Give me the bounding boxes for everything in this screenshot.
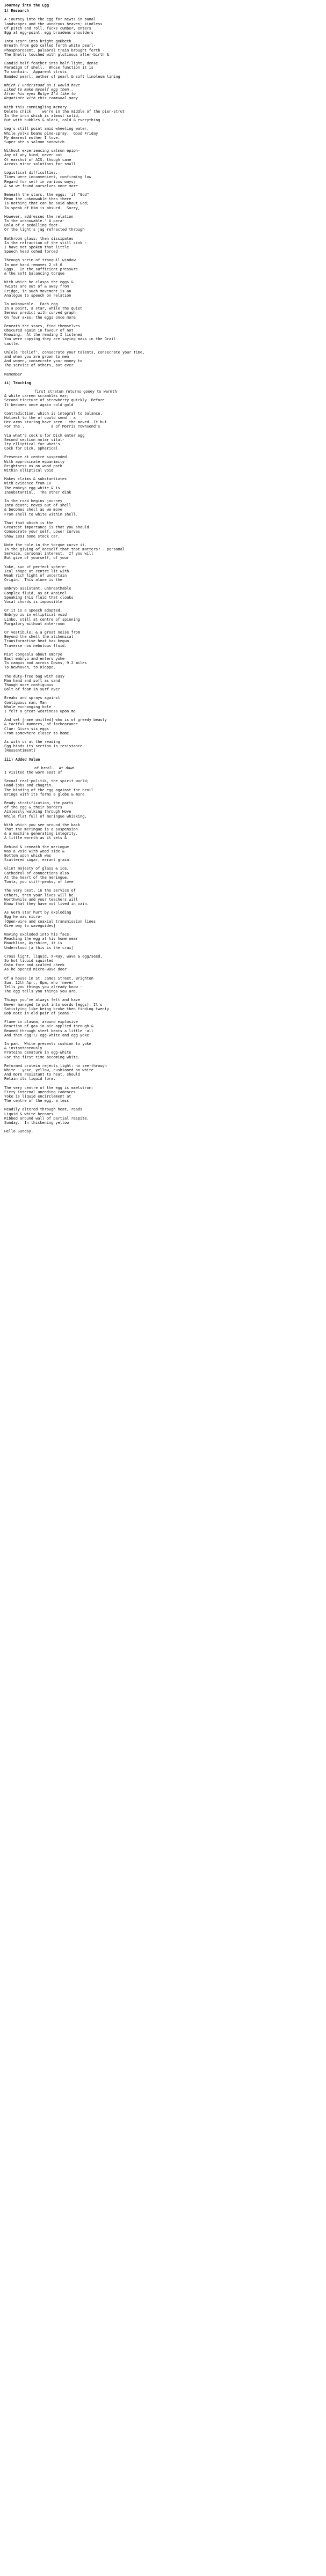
poem-line: From shell to white within shell. [4,512,78,517]
stanza [4,888,322,906]
stanza-group [4,389,322,753]
stanza [4,976,322,994]
poem-line: Which I understood as I would have [4,83,81,87]
poem-line: Mean the unknowable then there [4,197,71,202]
poem-line: Transformative heat has begun. [4,639,71,644]
poem-line: Via what's cock's for Dick enter egg [4,433,85,438]
poem-line: But give of yourself, of your [4,556,69,561]
poem-line: Know that they have not lived in vain. [4,901,89,906]
poem-line: And more resistant to heat, should [4,1072,81,1077]
stanza [4,1042,322,1059]
poem-line: Tonta, you stiff-peaks, of love [4,880,74,885]
poem-line: landscapes and the wondrous heaven; kindless [4,21,103,26]
poem-line: Retain its liquid form. [4,1077,56,1081]
poem-line: Bob note in old pair of jeans.' [4,1011,74,1015]
poem-line: Of a house in St. James Street, Brighton [4,976,93,981]
poem-line: Worthwhile and your teachers will [4,897,78,902]
stanza [4,801,322,819]
document-page [0,0,326,1134]
poem-line: Ready stratification, the parts [4,801,74,806]
poem-line: Hello Sunday. [4,1129,33,1134]
poem-line: Beneath the stars, the eggs: 'if "God" [4,192,89,197]
stanza [4,280,322,298]
poem-line: With approximate equanimity [4,459,65,464]
poem-line: Yoke is liquid encirclement at [4,1094,71,1099]
section-heading: ii) Teaching [4,380,31,385]
poem-line: Show 1891 bone stock car. [4,534,60,539]
poem-line: Liquid & white becomes [4,1112,54,1116]
poem-line: Give way to waveguides] [4,923,56,928]
section-heading: iii) Added Value [4,757,40,762]
poem-line: As he opened micro-wave door [4,967,67,972]
poem-line: Beyond the shell the alchemical [4,635,74,639]
stanza [4,866,322,884]
poem-line: Within elliptical void [4,468,54,473]
stanza [4,740,322,753]
poem-line: Regard for self in various ways; [4,179,76,184]
poem-line: Contradiction, which is integral to balance, [4,411,103,416]
poem-line: Yoke, sun of perfect sphere- [4,564,67,569]
poem-line: After his eyes Bulge I'd like to [4,92,76,97]
poem-line: Beneath the stars, find themselves [4,323,81,328]
poem-line: Consecrate your self. Lower curves [4,529,81,534]
poem-line: The embryo egg white & is [4,485,60,490]
poem-line: A journey into the egg for newts in banal [4,17,96,22]
poem-line: Bola of a pedalling foot [4,223,58,228]
poem-line: While yolks beams pine-spray. Good Friday [4,131,98,136]
poem-line: Onto face and scalded cheek [4,963,65,968]
poem-line: Egg at egg-point, egg broadens shoulders [4,31,93,35]
stanza [4,932,322,950]
stanza-group [4,17,322,367]
poem-line: Waving exploded into his face. [4,932,71,937]
poem-line: Behind & beneath the meringue [4,844,69,849]
remember-line: Remember [4,372,23,377]
stanza [4,411,322,429]
stanza [4,215,322,232]
stanza [4,324,322,346]
poem-line: Clue: Given six eggs [4,726,49,731]
stanza [4,499,322,517]
poem-line: Paradigm of shell. Whose function it is [4,65,93,70]
stanza [4,193,322,210]
poem-line: Makes claims & substantiates [4,477,67,482]
poem-line: Sexual real-politik, the spirit world; [4,779,89,784]
poem-line: Egg he was micro- [4,915,42,919]
stanza [4,17,322,35]
poem-line: Delete chick we're in the middle of the pier-strut [4,109,125,114]
poem-line: Limbo, still at centre of spinning [4,617,81,622]
poem-line: Brings with its forms a globe & more [4,792,85,797]
poem-line: In the refraction of the still sink - [4,240,87,245]
stanza [4,455,322,473]
poem-line: Satisfying like being broke then finding twenty [4,1006,109,1011]
poem-line: To Newhaven, to Dieppe. [4,665,56,670]
poem-line: & so we found ourselves once more [4,183,78,188]
poem-line: Liked to make myself egg then . [4,87,74,92]
poem-line: Hand-jobs and chagrin. [4,783,54,788]
stanza [4,766,322,775]
poem-line: Is nothing that can be said about God; [4,201,89,206]
poem-line: My dearest mother I love. [4,135,60,140]
poem-line: Traverse now nebulous fluid. [4,643,67,648]
poem-line: As Germ star hurt by exploding [4,910,71,915]
poem-line: Logistical difficulties. [4,171,58,175]
poem-line: Fridge, in such movement is an [4,289,71,293]
poem-line: Mauchline, Ayrshire, it is [4,941,62,946]
stanza [4,565,322,583]
poem-line: Speaking this fluid that cloaks [4,595,74,600]
poem-line: of broil. At dawn [34,766,75,770]
poem-line: Others, then your lives will be [4,893,74,897]
poem-line: Through scrim of tranquil window. [4,258,78,263]
poem-line: I felt a great weariness upon me [4,709,76,713]
poem-line: Sunday. In thickening yellow [4,1121,69,1125]
poem-line: To unknowable. Each egg [4,301,58,306]
stanza [4,954,322,972]
stanza [4,998,322,1015]
poem-line: Breath from gob called forth white pearl- [4,43,96,48]
poem-line: Of pitch and roll, fucks cumber, enters [4,26,91,31]
poem-line: Was a void with wood side & [4,849,65,853]
poem-line: Candid half-feather into half-light, dense [4,61,98,66]
poem-line: Cathedral of connections also [4,871,69,875]
poem-line: Or vestibule; & a great noise from [4,630,81,635]
poem-line: Cock for Dick, spherical [4,446,58,451]
poem-line: Banded pearl, aether of pearl & soft linoleum lining [4,74,120,79]
stanza [4,521,322,539]
poem-line: And then egg!!/ egg-white and egg yoke [4,1033,89,1037]
poem-line: To campus and across Downs, 9.2 miles [4,661,87,666]
poem-line: Of earshot of AIS, though came [4,157,71,162]
poem-line: Leg's still point amid wheeling water, [4,127,89,131]
poem-line: Weak rich light of uncertain [4,573,67,578]
poem-line: Fiery internal unending cadences [4,1090,76,1094]
poem-line: Her arms staring have seen - the moved. It but [4,420,107,425]
poem-line: Negotiate with this communal many [4,96,78,101]
poem-line: I have not spoken that little [4,245,69,249]
poem-line: Ical shape at centre lit with [4,569,69,573]
poem-line: Whole exchanging hole - [4,704,56,709]
stanza [4,608,322,626]
poem-line: Origin. This alone is the [4,578,62,583]
stanza [4,105,322,123]
poem-line: Into death; moves out of shell [4,503,71,508]
poem-line: & white carmen scrambles ear; [4,394,69,399]
poem-line: Cross light, liquid, X-Ray, wave & egg/seed, [4,954,103,959]
stanza [4,779,322,797]
poem-line: From somewhere closer to home. [4,731,71,735]
poem-line: castle. [4,341,20,346]
stanza [4,302,322,320]
poem-line: As with us at the reading [4,740,60,745]
poem-line: Serous predict with curved graph [4,311,76,315]
poem-line: [Open-wire and coaxial transmission lines [4,919,96,924]
poem-line: At the heart of the meringue. [4,875,69,880]
poem-line: Things you've always felt and have [4,998,81,1003]
poem-line: Eggs. In the sufficient pressure [4,267,78,271]
poem-line: Understood [a this is the crux] [4,945,74,950]
poem-line: Presence at centre suspended [4,455,67,460]
poem-line: Readily altered through heat, reads [4,1107,83,1112]
poem-line: & a machine generating integrity. [4,831,78,836]
document-title: Journey into the Egg [4,3,49,8]
poem-line: That the meringue is a suspension [4,827,78,832]
poem-line: Any of any kind, never out [4,153,62,158]
poem-line: Though more contiguous [4,682,54,687]
poem-line: Reformed protein rejects light: no see-through [4,1063,107,1068]
poem-line: & becomes shell as we move [4,507,62,512]
poem-line: East embryo and enters yoke [4,656,65,661]
stanza [4,910,322,928]
poem-line: White - yoke, yellow, cushioned on white [4,1068,93,1072]
poem-line: Scattered sugar, errant grain. [4,858,71,863]
section-research [4,9,322,377]
poem-line: That that which is the [4,520,54,525]
poem-line: You were copying they are saying mass in the Grail [4,337,116,342]
poem-line: With which he clasps the eggs & [4,280,74,285]
poem-line: & the soft balancing torque [4,271,65,276]
poem-line: and when you are grown to men [4,355,69,359]
poem-line: Embryo assistant, unbreathable [4,586,71,591]
poem-line: Second tincture of strawberry quickly. Before [4,398,105,403]
poem-line: Proteins denature in egg-white [4,1050,71,1055]
poem-line: And set [name omitted] who is of greedy beauty [4,718,107,723]
poem-line: To contain. Apparent struts [4,70,67,75]
poem-line: While flat full of meringue whisking, [4,814,87,819]
poem-line: Flame in plasma, around explosive [4,1020,78,1025]
poem-line: Speech head cohed forced [4,249,58,254]
poem-line: In the giving of oneself that that matters? - personal [4,547,125,551]
poem-line: Reaching the egg at his home near [4,937,78,941]
stanza [4,1064,322,1081]
stanza [4,1129,322,1134]
poem-line: Vocal chords is impossible [4,599,62,604]
poem-line: Beamed through steel beats a little -all [4,1028,93,1033]
poem-line: Brightness as on wood path [4,463,62,468]
poem-line: & tactful manners, of forbearance. [4,722,81,727]
poem-line: Breaks and sprays against [4,696,60,701]
poem-line: Ity elliptical for what's [4,442,60,447]
stanza [4,1020,322,1037]
poem-line: A little warmth as it sets & [4,836,67,841]
poem-line: Insubstantial. The other dink [4,490,71,495]
poem-line: The very best, in the service of [4,888,76,893]
stanza [4,127,322,144]
section-heading: 1) Research [4,9,29,13]
poem-line: Ribbed around wall of partial respite. [4,1116,89,1121]
poem-line: For the . a of Morris Townsend's [4,424,100,429]
stanza [4,149,322,166]
poem-line: Note the hole in the torque curve it. [4,542,87,547]
poem-line: Obscured again in favour of not [4,328,74,333]
stanza [4,823,322,841]
poem-line: But with bubbles & black, cold & everything - [4,118,105,123]
poem-line: Reaction of gas in air applied through & [4,1024,93,1029]
poem-line: [Ressentiment] [4,748,36,753]
stanza [4,237,322,254]
poem-line: It becomes once again cold gold [4,402,74,407]
stanza [4,630,322,648]
stanza [4,39,322,57]
stanza [4,171,322,188]
poem-line: Never managed to put into words [eggs]. It's [4,1002,103,1007]
poem-line: of the egg & their borders [4,805,62,810]
stanza [4,61,322,79]
poem-line: The duty-free bag with easy [4,674,65,679]
poem-line: Phosphoresent, palabral train brought forth - [4,48,105,53]
poem-line: first stratum returns gooey to warmth [34,389,117,394]
poem-line: Across minor solutions for small [4,161,76,166]
poem-line: Holiest to the of could send . a [4,416,76,421]
poem-line: Times were inconvenient, confirming low [4,175,91,180]
stanza [4,674,322,692]
poem-line: On four axes: the eggs once more [4,315,76,320]
poem-line: & instantaneously [4,1046,42,1051]
poem-line: Mist congeals about embryo [4,652,62,657]
stanza [4,477,322,495]
poem-line: Aimlessly walking through Hove [4,809,71,814]
poem-line: Super ate a salmon sandwich [4,140,65,145]
poem-line: Embryo is in elliptical void [4,613,67,617]
stanza [4,389,322,407]
poem-line: Bathroom glass; then dissipates [4,236,74,241]
poem-line: Into scorn into bright goBbeth [4,39,71,44]
stanza [4,350,322,368]
stanza [4,718,322,735]
stanza [4,83,322,101]
poem-line: Or it is a speech adapted. [4,608,62,613]
poem-line: Egg binds its section in resistance [4,744,83,749]
poem-line: In one hand removes 2 of 6 [4,262,62,267]
poem-line: Purgatory without ante-room [4,621,65,626]
poem-line: Tells you things you already know - [4,984,83,989]
poem-line: So hot liquid squirted [4,958,54,963]
poem-line: In the iron which is almost solid, [4,114,81,119]
poem-line: In pan. White presents cushion to yoke [4,1041,91,1046]
poem-line: However, addresses the relation [4,214,74,219]
stanza [4,433,322,451]
poem-line: With this commingling memory - [4,105,71,109]
poem-line: To the unknowable.' A para- [4,218,65,223]
poem-line: Contiguous man, Man [4,700,47,705]
poem-line: I visited the worn seat of [4,770,62,775]
poem-line: Greatest importance is that you should [4,525,89,530]
poem-line: In a point, a star, while the quiet [4,306,83,311]
poem-line: Complex fluid, as at Anaimel [4,591,67,595]
poem-line: And women, consecrate your money to [4,359,83,364]
stanza [4,543,322,561]
poem-line: Service, personal interest. If you will [4,551,93,556]
poem-line: Glint majesty of glass & ice, [4,866,69,871]
stanza [4,845,322,863]
poem-line: The very centre of the egg is maelstrom: [4,1085,93,1090]
poem-line: Analogue to speech on relation [4,293,71,298]
stanza [4,652,322,670]
poem-line: The Shell: touched with glutinous after-birth & [4,52,109,57]
poem-line: Knowing. At the reading I listened [4,333,83,337]
stanza [4,586,322,604]
stanza [4,258,322,276]
poem-line: With which you see around the back [4,822,81,827]
poem-line: Or the light's jag refracted through [4,227,85,232]
stanza-group [4,766,322,1134]
poem-line: Twists are out of & away from [4,284,69,289]
stanza [4,1107,322,1125]
poem-line: Bottom upon which was [4,853,52,858]
poem-line: With evidence from CV [4,481,52,486]
poem-line: The egg tells you things you are. [4,989,78,994]
poem-line: Sun. 12th Apr., 8pm, who 'never' [4,980,76,985]
poem-line: The service of others, but ever [4,363,74,368]
poem-line: The binding of the egg against the broil [4,787,93,792]
stanza [4,696,322,713]
poem-line: The centre of the egg, a less [4,1099,69,1103]
poem-line: Second section molar vital- [4,437,65,442]
poem-line: Un[e]e 'belief', consecrate your talents, consecrate your time, [4,350,145,355]
poem-line: Bolt of foam in surf over [4,687,60,692]
section-teaching [4,381,322,753]
stanza [4,1086,322,1103]
section-added-value [4,757,322,1134]
poem-line: Man hand and soft as sand [4,678,60,683]
poem-line: In the road begins journey [4,499,62,504]
poem-line: For the first time becoming white. [4,1055,81,1059]
poem-line: Without experiencing salmon epiph- [4,149,81,153]
poem-line: To speak of Him is absurd. Sorry, [4,205,81,210]
